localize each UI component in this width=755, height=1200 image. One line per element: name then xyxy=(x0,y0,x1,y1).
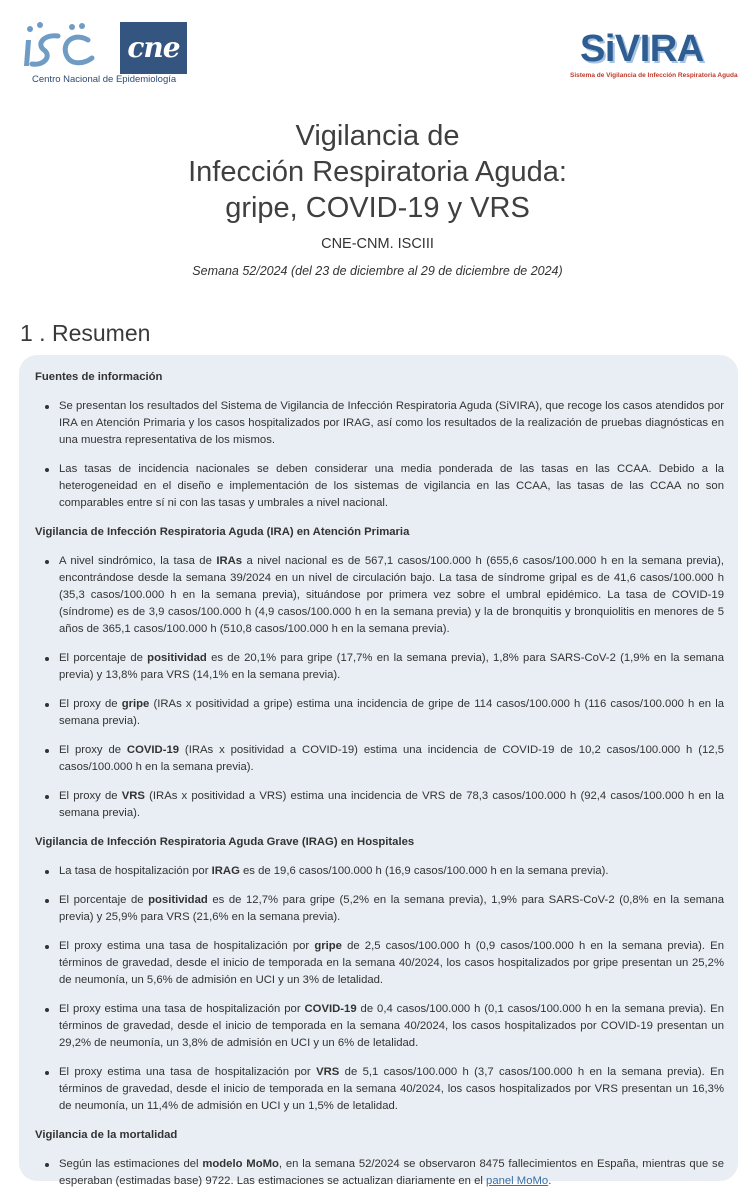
sivira-logo xyxy=(570,28,738,84)
isciii-mark-icon xyxy=(22,20,100,72)
cne-caption: Centro Nacional de Epidemiología xyxy=(32,74,177,85)
summary-box xyxy=(19,355,738,1187)
page-header xyxy=(0,0,755,100)
ira-list xyxy=(35,553,724,822)
cne-logo-box: cne xyxy=(120,22,187,74)
title-line-2: Infección Respiratoria Aguda: xyxy=(188,156,567,188)
section-title: 1 . Resumen xyxy=(20,320,151,346)
list-item: Según las estimaciones del modelo MoMo, en la semana 52/2024 se observaron 8475 fallecimientos en España, mientras que se esperaban (estimadas base) 9722. Las estimaciones se actualizan diariamente en el panel MoMo. xyxy=(35,1156,724,1190)
week-range: Semana 52/2024 (del 23 de diciembre al 29 de diciembre de 2024) xyxy=(192,264,563,278)
report-subtitle: CNE-CNM. ISCIII xyxy=(321,236,434,252)
sivira-logo-text: SiVIRA xyxy=(580,28,704,70)
fuentes-list xyxy=(35,398,724,512)
irag-heading: Vigilancia de Infección Respiratoria Aguda Grave (IRAG) en Hospitales xyxy=(35,836,415,848)
fuentes-heading: Fuentes de información xyxy=(35,371,163,383)
panel-momo-link[interactable]: panel MoMo xyxy=(486,1175,549,1187)
list-item: A nivel sindrómico, la tasa de IRAs a nivel nacional es de 567,1 casos/100.000 h (655,6 casos/100.000 h en la semana previa), encontrándose desde la semana 39/2024 en un nivel de circulación bajo. La tasa de síndrome gripal es de 41,6 casos/100.000 h (35,3 casos/100.000 h en la semana previa), situándose por primera vez sobre el umbral epidémico. La tasa de COVID-19 (síndrome) es de 3,9 casos/100.000 h (4,9 casos/100.000 h en la semana previa) y la de bronquitis y bronquiolitis en menores de 5 años de 365,1 casos/100.000 h (510,8 casos/100.000 h en la semana previa). xyxy=(35,553,724,638)
list-item: El porcentaje de positividad es de 20,1% para gripe (17,7% en la semana previa), 1,8% para SARS-CoV-2 (1,9% en la semana previa) y 13,8% para VRS (14,1% en la semana previa). xyxy=(35,650,724,684)
mortalidad-list xyxy=(35,1156,724,1190)
list-item: El proxy de VRS (IRAs x positividad a VRS) estima una incidencia de VRS de 78,3 casos/100.000 h (92,4 casos/100.000 h en la semana previa). xyxy=(35,788,724,822)
ira-heading: Vigilancia de Infección Respiratoria Aguda (IRA) en Atención Primaria xyxy=(35,526,410,538)
list-item: La tasa de hospitalización por IRAG es de 19,6 casos/100.000 h (16,9 casos/100.000 h en la semana previa). xyxy=(35,863,724,880)
list-item: El proxy estima una tasa de hospitalización por gripe de 2,5 casos/100.000 h (0,9 casos/100.000 h en la semana previa). En términos de gravedad, desde el inicio de temporada en la semana 40/2024, los casos hospitalizados por gripe presentan un 25,2% de neumonía, un 5,6% de admisión en UCI y un 3% de letalidad. xyxy=(35,938,724,989)
list-item: Las tasas de incidencia nacionales se deben considerar una media ponderada de las tasas en las CCAA. Debido a la heterogeneidad en el diseño e implementación de los sistemas de vigilancia en las CCAA, las tasas de las CCAA no son comparables entre sí ni con las tasas y umbrales a nivel nacional. xyxy=(35,461,724,512)
mortalidad-heading: Vigilancia de la mortalidad xyxy=(35,1129,178,1141)
title-line-1: Vigilancia de xyxy=(295,120,460,152)
list-item: El porcentaje de positividad es de 12,7% para gripe (5,2% en la semana previa), 1,9% para SARS-CoV-2 (0,8% en la semana previa) y 25,9% para VRS (21,6% en la semana previa). xyxy=(35,892,724,926)
list-item: Se presentan los resultados del Sistema de Vigilancia de Infección Respiratoria Aguda (SiVIRA), que recoge los casos atendidos por IRA en Atención Primaria y los casos hospitalizados por IRAG, así como los resultados de la realización de pruebas diagnósticas en una muestra representativa de los mismos. xyxy=(35,398,724,449)
irag-list xyxy=(35,863,724,1115)
sivira-caption: Sistema de Vigilancia de Infección Respiratoria Aguda xyxy=(570,72,738,79)
isciii-cne-logo xyxy=(22,20,180,88)
list-item: El proxy de gripe (IRAs x positividad a gripe) estima una incidencia de gripe de 114 casos/100.000 h (116 casos/100.000 h en la semana previa). xyxy=(35,696,724,730)
title-block xyxy=(0,118,755,252)
list-item: El proxy de COVID-19 (IRAs x positividad a COVID-19) estima una incidencia de COVID-19 de 10,2 casos/100.000 h (12,5 casos/100.000 h en la semana previa). xyxy=(35,742,724,776)
title-line-3: gripe, COVID-19 y VRS xyxy=(225,192,530,224)
list-item: El proxy estima una tasa de hospitalización por VRS de 5,1 casos/100.000 h (3,7 casos/100.000 h en la semana previa). En términos de gravedad, desde el inicio de temporada en la semana 40/2024, los casos hospitalizados por VRS presentan un 16,3% de neumonía, un 11,4% de admisión en UCI y un 1,5% de letalidad. xyxy=(35,1064,724,1115)
list-item: El proxy estima una tasa de hospitalización por COVID-19 de 0,4 casos/100.000 h (0,1 casos/100.000 h en la semana previa). En términos de gravedad, desde el inicio de temporada en la semana 40/2024, los casos hospitalizados por COVID-19 presentan un 29,2% de neumonía, un 3,8% de admisión en UCI y un 6% de letalidad. xyxy=(35,1001,724,1052)
